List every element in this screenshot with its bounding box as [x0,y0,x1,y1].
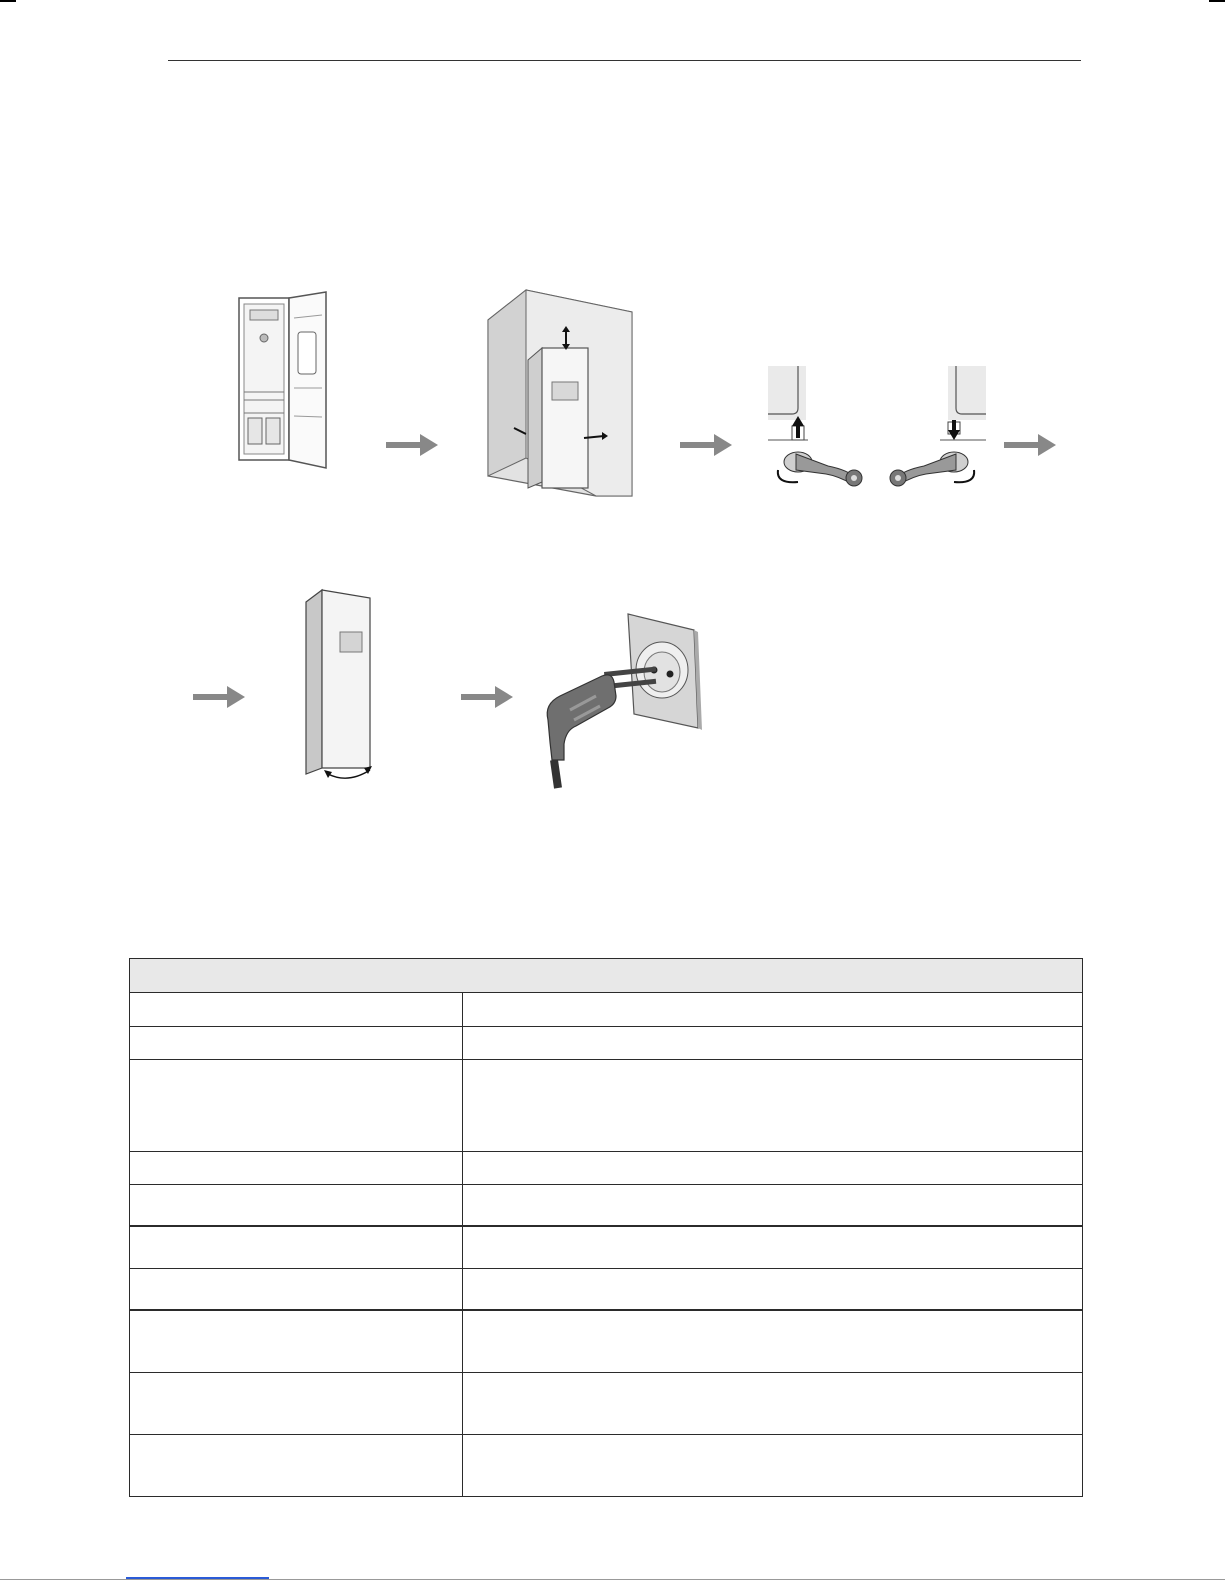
spec-label [130,1310,463,1373]
crop-mark-right [1209,0,1225,2]
spec-label [130,1269,463,1310]
spec-value [463,1310,1083,1373]
table-row [130,1060,1083,1152]
spec-table [129,958,1083,1497]
arrow-right-icon [193,686,245,708]
table-row [130,1185,1083,1226]
spec-value [463,1027,1083,1060]
spec-label [130,993,463,1027]
spec-value [463,1435,1083,1497]
spec-value [463,1226,1083,1269]
opened-unit-icon [236,288,336,473]
power-plug-icon [540,610,702,790]
table-row [130,1435,1083,1497]
table-row [130,1310,1083,1373]
spec-label [130,1226,463,1269]
arrow-right-icon [680,434,732,456]
footer-rule [0,1579,1225,1580]
spec-value [463,1269,1083,1310]
table-row [130,1269,1083,1310]
spec-value [463,1185,1083,1226]
spec-value [463,1373,1083,1435]
arrow-right-icon [1004,434,1056,456]
spec-label [130,1027,463,1060]
arrow-right-icon [461,686,513,708]
clearance-icon [486,288,634,498]
spec-value [463,1152,1083,1185]
arrow-right-icon [386,434,438,456]
spec-label [130,1185,463,1226]
table-row [130,1027,1083,1060]
spec-value [463,1060,1083,1152]
spec-label [130,1152,463,1185]
footer-link-underline[interactable] [126,1577,269,1579]
spec-value [463,993,1083,1027]
spec-table-header [130,959,1083,993]
spec-label [130,1373,463,1435]
spec-label [130,1060,463,1152]
spec-label [130,1435,463,1497]
table-row [130,1373,1083,1435]
header-rule [168,60,1081,61]
door-alignment-icon [302,588,378,786]
table-row [130,1226,1083,1269]
leveling-feet-icon [768,366,986,490]
table-row [130,993,1083,1027]
crop-mark-left [0,0,16,2]
table-row [130,1152,1083,1185]
